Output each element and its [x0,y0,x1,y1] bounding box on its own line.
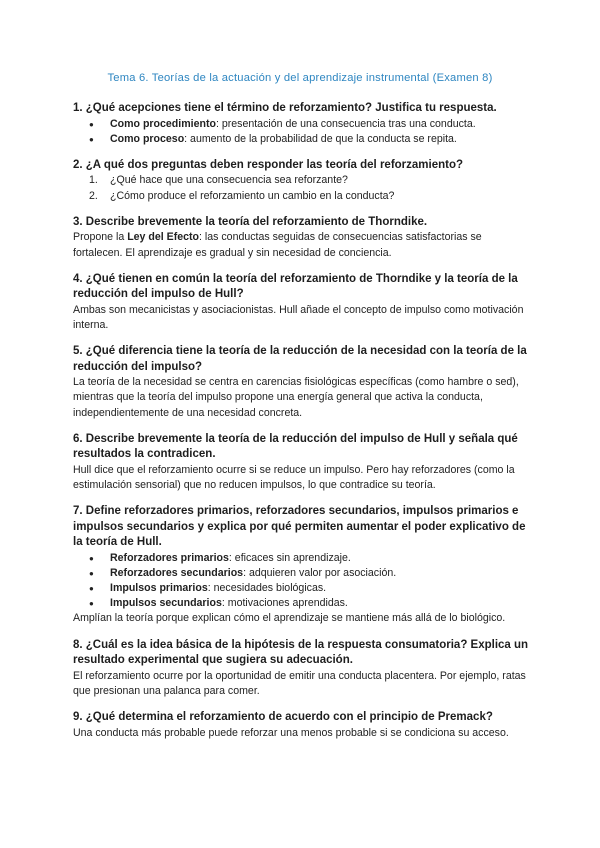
question-heading: 7. Define reforzadores primarios, reforzadores secundarios, impulsos primarios e impulsos secundarios y explica por qué permiten aumentar el poder explicativo de la teoría de Hull. [73,505,526,549]
item-number: 2. [89,189,98,202]
question-2 [73,158,529,204]
question-heading: 4. ¿Qué tienen en común la teoría del reforzamiento de Thorndike y la teoría de la reducción del impulso de Hull? [73,272,518,301]
answer-pre: Propone la [73,231,128,244]
question-heading: 5. ¿Qué diferencia tiene la teoría de la reducción de la necesidad con la teoría de la reducción del impulso? [73,345,527,373]
answer-text [73,230,529,260]
item-text: : presentación de una consecuencia tras una conducta. [215,117,476,130]
list-item [73,189,529,204]
answer-text: Ambas son mecanicistas y asociacionistas. Hull añade el concepto de impulso como motivación interna. [73,303,524,331]
question-1 [73,101,529,147]
page-title: Tema 6. Teorías de la actuación y del aprendizaje instrumental (Examen 8) [107,72,493,84]
answer-bold-term: Ley del Efecto [127,231,200,244]
list-item [73,117,529,132]
answer-text: Una conducta más probable puede reforzar una menos probable si se condiciona su acceso. [73,726,509,739]
question-heading: 6. Describe brevemente la teoría de la reducción del impulso de Hull y señala qué resultados la contradicen. [73,432,518,461]
item-label: Impulsos primarios [110,582,208,595]
item-text: ¿Qué hace que una consecuencia sea reforzante? [110,174,348,187]
question-4 [73,272,529,333]
question-3 [73,215,529,261]
item-label: Como procedimiento [110,117,216,130]
answer-text: El reforzamiento ocurre por la oportunidad de emitir una conducta placentera. Por ejemplo, ratas que presionan una palanca para comer. [73,669,526,697]
item-text: : adquieren valor por asociación. [243,566,397,579]
question-9 [73,710,529,741]
list-item [73,173,529,188]
item-label: Como proceso [110,132,185,145]
item-text: : necesidades biológicas. [207,582,327,595]
list-item [73,596,529,611]
answer-text: La teoría de la necesidad se centra en carencias fisiológicas específicas (como hambre o sed), mientras que la teoría del impulso propone una energía general que activa la conducta, independientemente de una necesidad concreta. [73,376,519,419]
list-item [73,581,529,596]
answer-post: : las conductas seguidas de consecuencias satisfactorias se fortalecen. El aprendizaje es gradual y sin necesidad de conciencia. [73,231,482,259]
question-6 [73,432,529,493]
question-heading: 2. ¿A qué dos preguntas deben responder las teoría del reforzamiento? [73,158,464,171]
item-label: Impulsos secundarios [110,597,222,610]
question-heading: 8. ¿Cuál es la idea básica de la hipótesis de la respuesta consumatoria? Explica un resultado experimental que sugiera su adecuación. [73,638,529,667]
item-label: Reforzadores secundarios [110,566,244,579]
question-8 [73,638,529,699]
numbered-list [73,173,529,203]
answer-text: Amplían la teoría porque explican cómo el aprendizaje se mantiene más allá de lo biológico. [73,612,506,625]
list-item [73,551,529,566]
question-heading: 9. ¿Qué determina el reforzamiento de acuerdo con el principio de Premack? [73,711,493,724]
bullet-list [73,551,529,612]
item-number: 1. [89,174,98,187]
list-item [73,132,529,147]
item-text: : motivaciones aprendidas. [221,597,348,610]
document-body [73,101,529,752]
item-label: Reforzadores primarios [110,551,229,564]
question-heading: 1. ¿Qué acepciones tiene el término de reforzamiento? Justifica tu respuesta. [73,102,497,114]
answer-text: Hull dice que el reforzamiento ocurre si se reduce un impulso. Pero hay reforzadores (como la estimulación sensorial) que no reducen impulsos, lo que contradice su teoría. [73,463,515,491]
list-item [73,566,529,581]
bullet-list [73,117,529,147]
item-text: : eficaces sin aprendizaje. [228,551,351,564]
question-5 [73,344,529,421]
question-7 [73,504,529,627]
question-heading: 3. Describe brevemente la teoría del reforzamiento de Thorndike. [73,215,428,228]
item-text: ¿Cómo produce el reforzamiento un cambio en la conducta? [110,189,395,202]
item-text: : aumento de la probabilidad de que la conducta se repita. [184,132,457,145]
